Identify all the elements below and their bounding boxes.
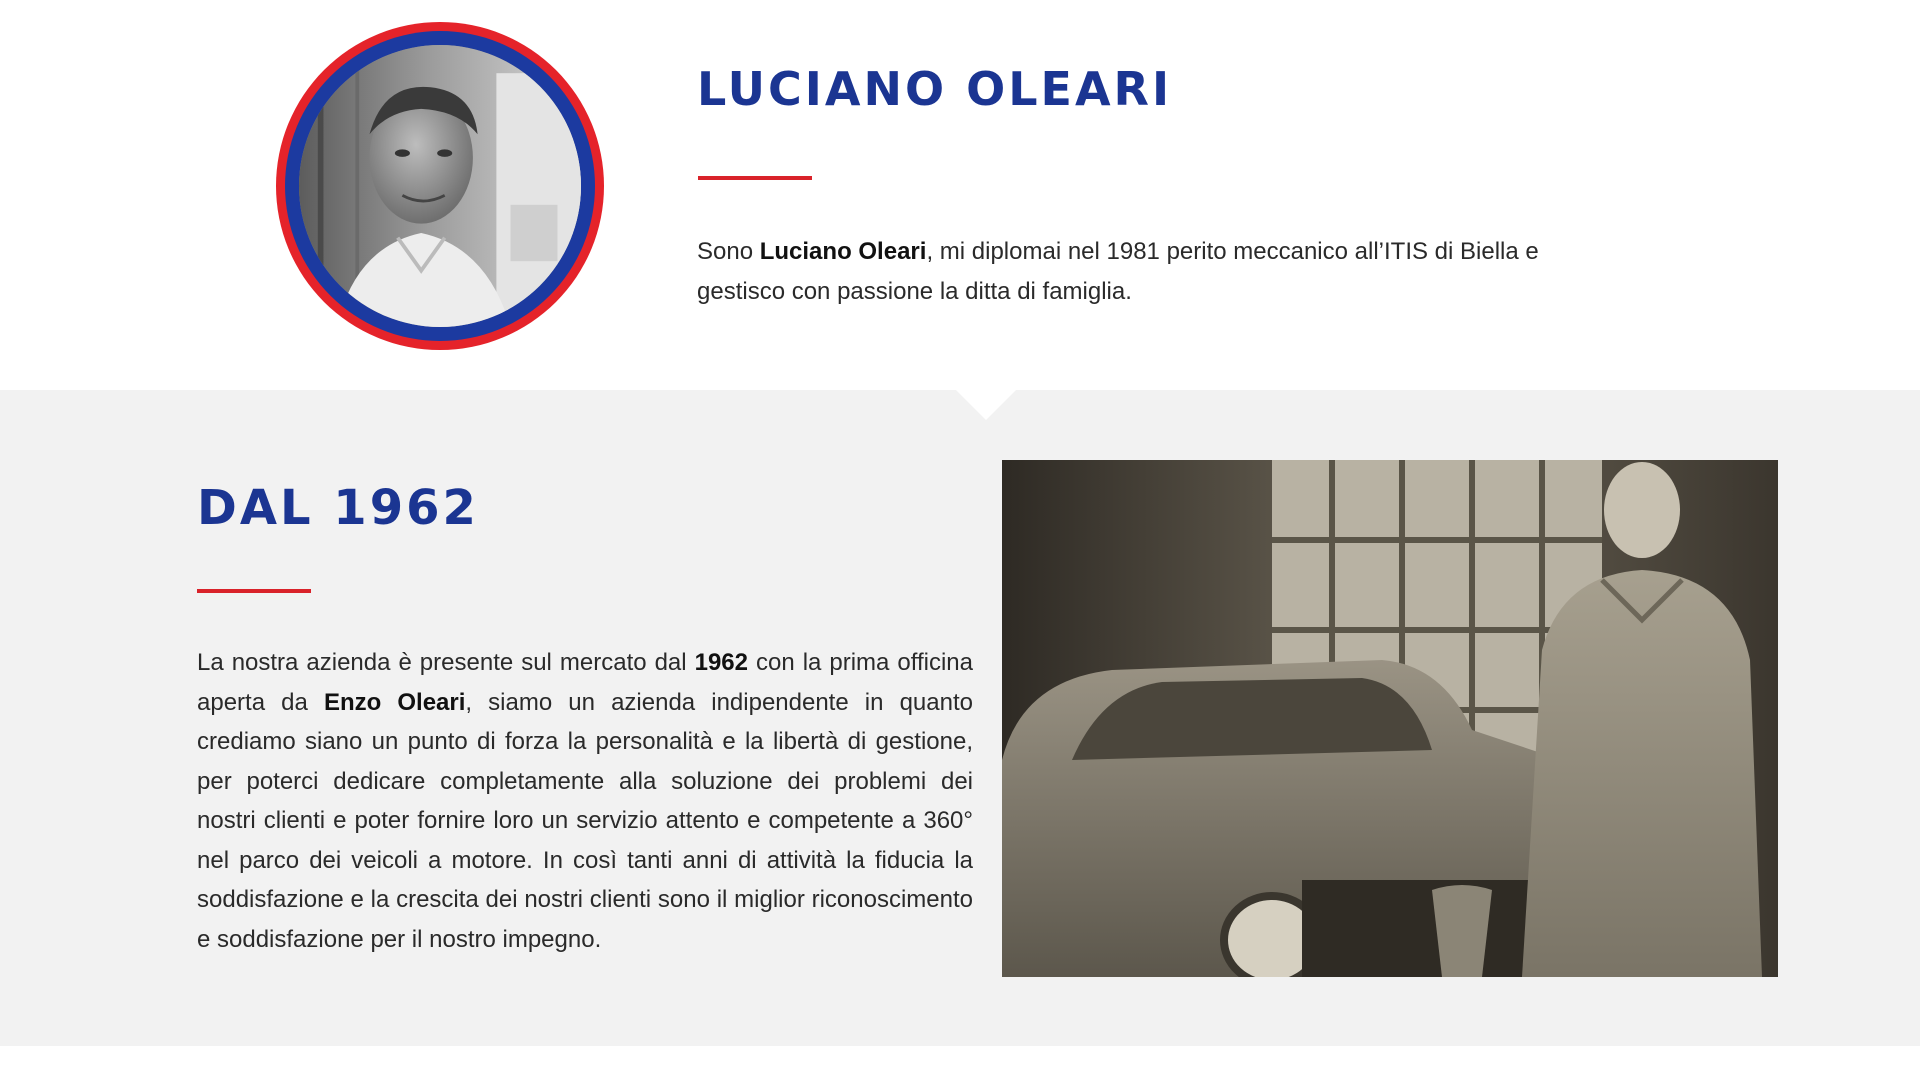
history-text-part1: La nostra azienda è presente sul mercato dal — [197, 649, 695, 676]
history-text-part2: con la prima officina aperta da — [197, 649, 973, 716]
profile-portrait-frame — [276, 22, 604, 350]
intro-prefix: Sono — [697, 238, 760, 265]
footer-strip — [0, 1046, 1920, 1079]
section-notch-top — [956, 390, 1016, 420]
history-year: 1962 — [694, 649, 748, 676]
portrait-blue-ring — [285, 31, 595, 341]
vintage-car-photo-icon — [1002, 460, 1778, 977]
history-heading: DAL 1962 — [197, 480, 479, 536]
history-founder: Enzo Oleari — [323, 688, 466, 716]
intro-rest: , mi diplomai nel 1981 perito meccanico all’ITIS di Biella e gestisco con passione la ditta di famiglia. — [697, 238, 1539, 305]
history-text — [197, 643, 973, 959]
profile-divider — [698, 176, 812, 180]
profile-name-heading: LUCIANO OLEARI — [697, 62, 1173, 116]
history-text-part3: , siamo un azienda indipendente in quanto crediamo siano un punto di forza la personalità e la libertà di gestione, per poterci dedicare completamente alla soluzione dei problemi dei nostri clienti e poter fornire loro un servizio attento e competente a 360° nel parco dei veicoli a motore. In così tanti anni di attività la fiducia la soddisfazione e la crescita dei nostri clienti sono il miglior riconoscimento e soddisfazione per il nostro impegno. — [197, 688, 973, 953]
portrait-photo-icon — [299, 45, 581, 327]
history-divider — [197, 589, 311, 593]
profile-intro-text — [697, 232, 1617, 312]
intro-bold-name: Luciano Oleari — [759, 238, 927, 265]
